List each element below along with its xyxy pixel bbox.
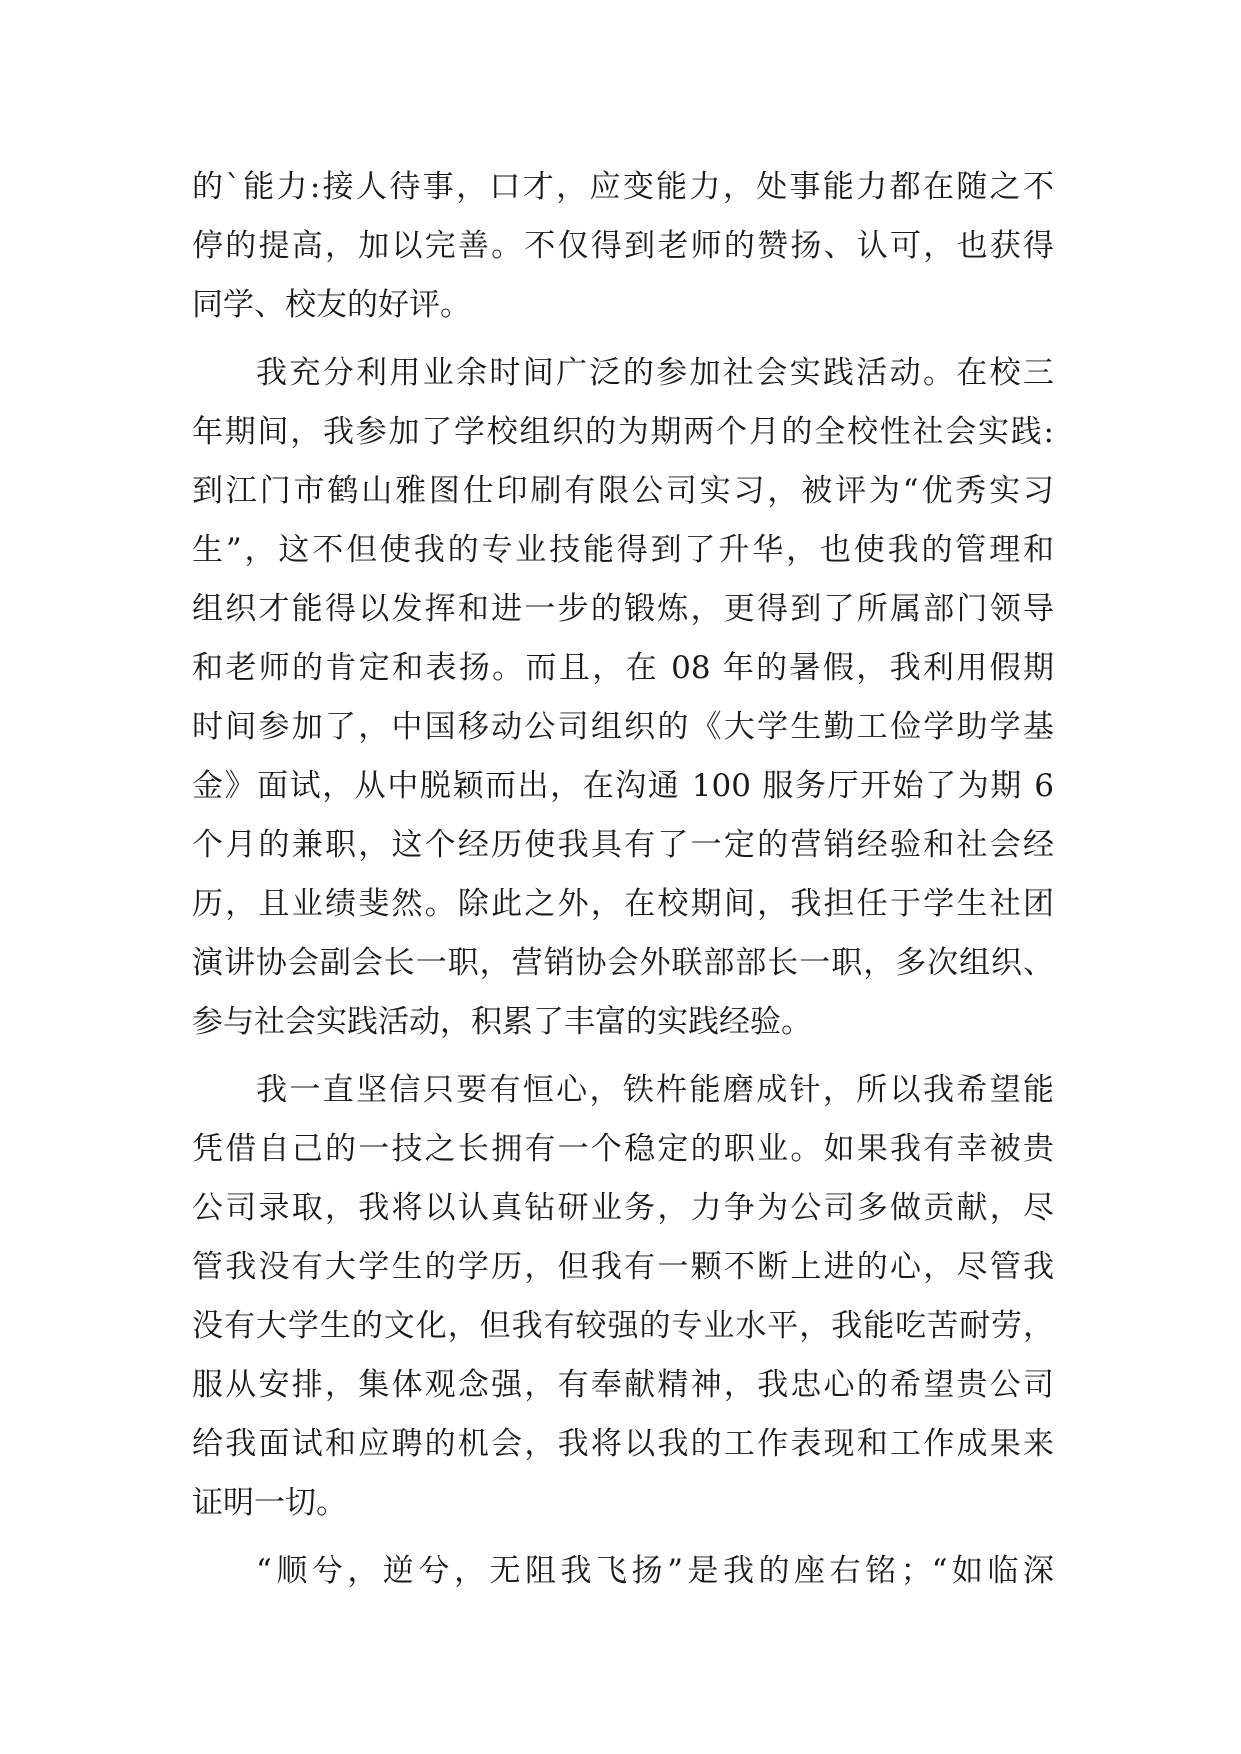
text-line: 年期间，我参加了学校组织的为期两个月的全校性社会实践:	[192, 414, 1054, 450]
paragraph-3	[192, 1061, 1054, 1533]
text-line: 停的提高，加以完善。不仅得到老师的赞扬、认可，也获得	[192, 228, 1054, 264]
text-line: 凭借自己的一技之长拥有一个稳定的职业。如果我有幸被贵	[192, 1131, 1054, 1167]
text-line: 同学、校友的好评。	[192, 287, 471, 323]
text-line: 证明一切。	[192, 1485, 347, 1521]
document-body	[192, 158, 1054, 1601]
text-line: 服从安排，集体观念强，有奉献精神，我忠心的希望贵公司	[192, 1367, 1054, 1403]
text-line: 金》面试，从中脱颖而出，在沟通 100 服务厅开始了为期 6	[192, 768, 1054, 804]
text-line: 管我没有大学生的学历，但我有一颗不断上进的心，尽管我	[192, 1249, 1054, 1285]
text-line: 的`能力:接人待事，口才，应变能力，处事能力都在随之不	[192, 169, 1054, 205]
text-line: 个月的兼职，这个经历使我具有了一定的营销经验和社会经	[192, 827, 1054, 863]
text-line: 和老师的肯定和表扬。而且，在 08 年的暑假，我利用假期	[192, 650, 1054, 686]
text-line: 我一直坚信只要有恒心，铁杵能磨成针，所以我希望能	[256, 1072, 1054, 1108]
paragraph-4	[192, 1542, 1054, 1601]
text-line: “顺兮，逆兮，无阻我飞扬”是我的座右铭；“如临深	[256, 1553, 1054, 1589]
text-line: 生”，这不但使我的专业技能得到了升华，也使我的管理和	[192, 532, 1054, 568]
text-line: 到江门市鹤山雅图仕印刷有限公司实习，被评为“优秀实习	[192, 473, 1054, 509]
text-line: 时间参加了，中国移动公司组织的《大学生勤工俭学助学基	[192, 709, 1054, 745]
text-line: 给我面试和应聘的机会，我将以我的工作表现和工作成果来	[192, 1426, 1054, 1462]
paragraph-1	[192, 158, 1054, 335]
text-line: 演讲协会副会长一职，营销协会外联部部长一职，多次组织、	[192, 945, 1054, 981]
paragraph-2	[192, 344, 1054, 1052]
text-line: 参与社会实践活动，积累了丰富的实践经验。	[192, 1004, 812, 1040]
text-line: 组织才能得以发挥和进一步的锻炼，更得到了所属部门领导	[192, 591, 1054, 627]
text-line: 历，且业绩斐然。除此之外，在校期间，我担任于学生社团	[192, 886, 1054, 922]
paragraph-gap	[192, 1533, 1054, 1542]
text-line: 公司录取，我将以认真钻研业务，力争为公司多做贡献，尽	[192, 1190, 1054, 1226]
paragraph-gap	[192, 1052, 1054, 1061]
text-line: 没有大学生的文化，但我有较强的专业水平，我能吃苦耐劳，	[192, 1308, 1054, 1344]
paragraph-gap	[192, 335, 1054, 344]
text-line: 我充分利用业余时间广泛的参加社会实践活动。在校三	[256, 355, 1054, 391]
